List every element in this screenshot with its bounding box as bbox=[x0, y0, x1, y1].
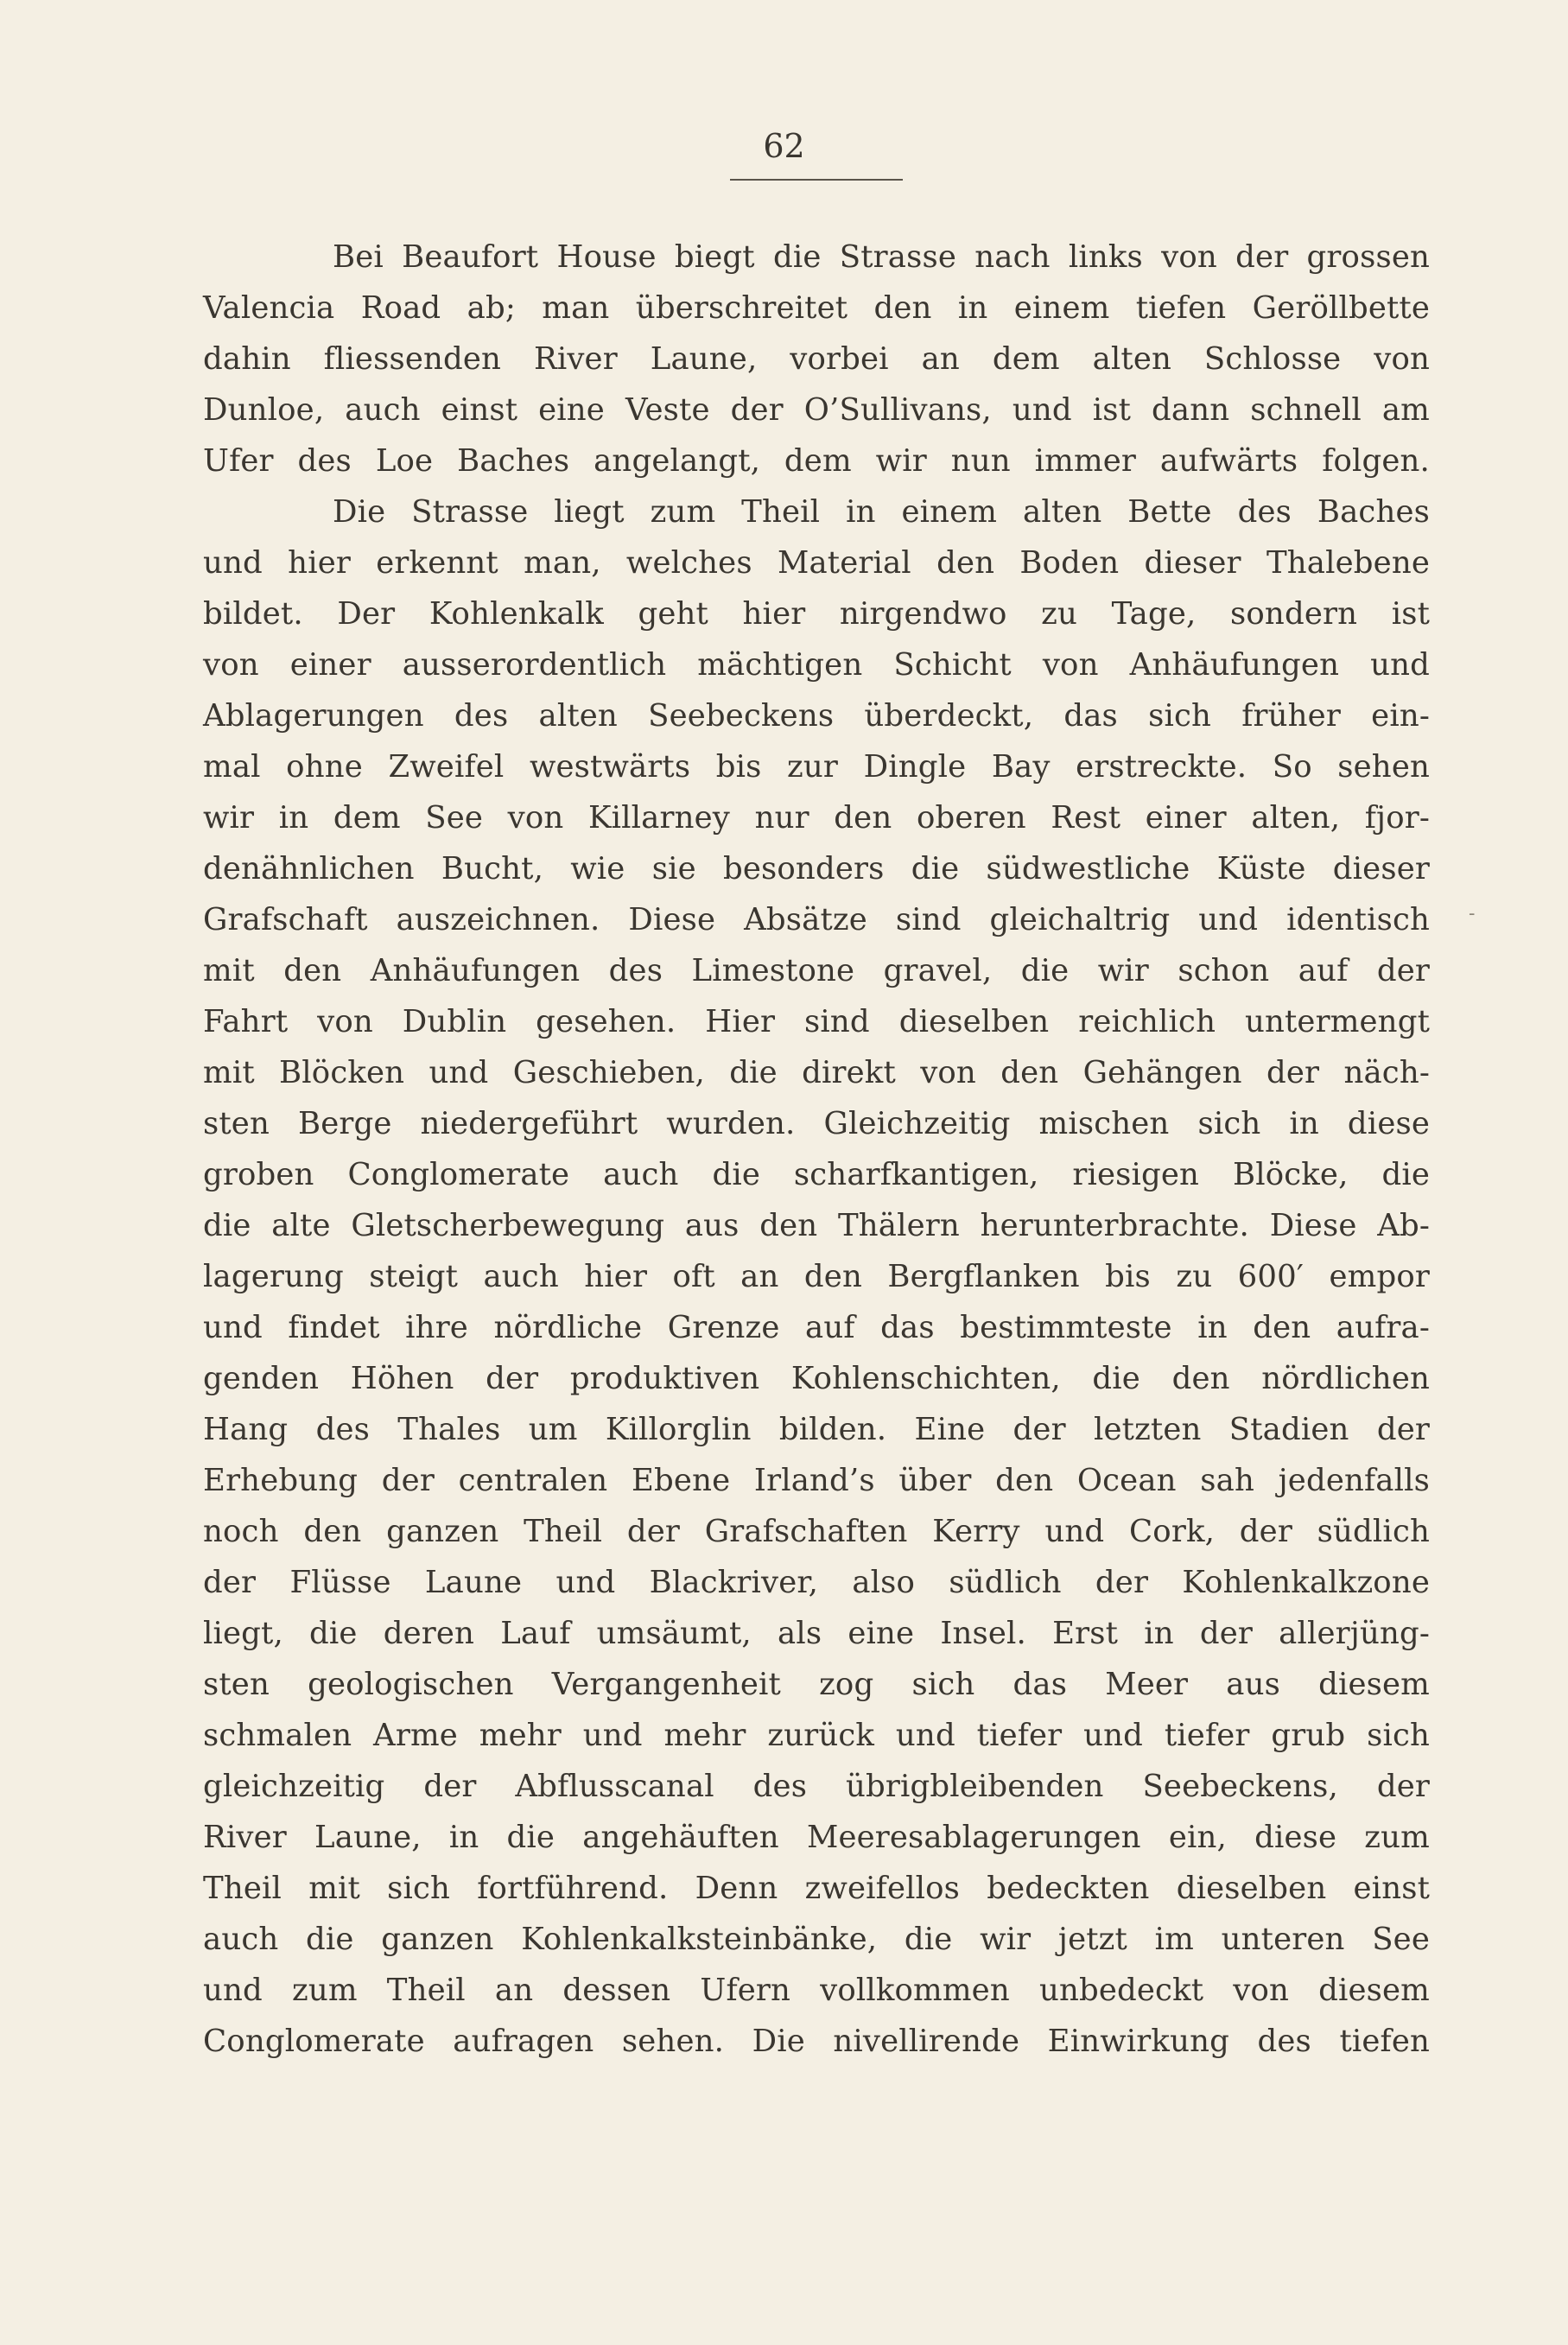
text-line: Hang des Thales um Killorglin bilden. Eine der letzten Stadien der bbox=[203, 1412, 1430, 1447]
text-line: schmalen Arme mehr und mehr zurück und tiefer und tiefer grub sich bbox=[203, 1718, 1430, 1753]
page-number-text: 62 bbox=[763, 127, 805, 165]
text-line: groben Conglomerate auch die scharfkantigen, riesigen Blöcke, die bbox=[203, 1157, 1430, 1192]
page-number bbox=[0, 127, 1568, 165]
text-line: und zum Theil an dessen Ufern vollkommen unbedeckt von diesem bbox=[203, 1973, 1430, 2008]
text-line: Conglomerate aufragen sehen. Die nivellirende Einwirkung des tiefen bbox=[203, 2024, 1430, 2059]
text-line: noch den ganzen Theil der Grafschaften Kerry und Cork, der südlich bbox=[203, 1514, 1430, 1549]
text-line: der Flüsse Laune und Blackriver, also südlich der Kohlenkalkzone bbox=[203, 1565, 1430, 1600]
text-line: lagerung steigt auch hier oft an den Bergflanken bis zu 600′ empor bbox=[203, 1259, 1430, 1294]
margin-mark: - bbox=[1469, 903, 1476, 925]
text-line: Valencia Road ab; man überschreitet den in einem tiefen Geröllbette bbox=[203, 290, 1430, 326]
text-line: bildet. Der Kohlenkalk geht hier nirgendwo zu Tage, sondern ist bbox=[203, 596, 1430, 632]
text-line: auch die ganzen Kohlenkalksteinbänke, die wir jetzt im unteren See bbox=[203, 1922, 1430, 1957]
text-line: Bei Beaufort House biegt die Strasse nach links von der grossen bbox=[333, 239, 1430, 275]
text-line: von einer ausserordentlich mächtigen Schicht von Anhäufungen und bbox=[203, 647, 1430, 683]
header-rule bbox=[730, 179, 903, 181]
text-line: und findet ihre nördliche Grenze auf das bestimmteste in den aufra- bbox=[203, 1310, 1430, 1345]
text-line: Fahrt von Dublin gesehen. Hier sind dieselben reichlich untermengt bbox=[203, 1004, 1430, 1039]
body-text bbox=[203, 232, 1430, 2067]
text-line: Die Strasse liegt zum Theil in einem alten Bette des Baches bbox=[333, 494, 1430, 530]
text-line: denähnlichen Bucht, wie sie besonders die südwestliche Küste dieser bbox=[203, 851, 1430, 887]
text-line: Grafschaft auszeichnen. Diese Absätze sind gleichaltrig und identisch bbox=[203, 902, 1430, 937]
text-line: und hier erkennt man, welches Material den Boden dieser Thalebene bbox=[203, 545, 1430, 581]
text-line: Theil mit sich fortführend. Denn zweifellos bedeckten dieselben einst bbox=[203, 1871, 1430, 1906]
text-line: dahin fliessenden River Laune, vorbei an dem alten Schlosse von bbox=[203, 341, 1430, 377]
text-line: mit Blöcken und Geschieben, die direkt von den Gehängen der näch- bbox=[203, 1055, 1430, 1090]
text-line: mal ohne Zweifel westwärts bis zur Dingle Bay erstreckte. So sehen bbox=[203, 749, 1430, 785]
text-line: die alte Gletscherbewegung aus den Thälern herunterbrachte. Diese Ab- bbox=[203, 1208, 1430, 1243]
text-line: Ablagerungen des alten Seebeckens überdeckt, das sich früher ein- bbox=[203, 698, 1430, 734]
text-line: wir in dem See von Killarney nur den oberen Rest einer alten, fjor- bbox=[203, 800, 1430, 836]
text-line: sten Berge niedergeführt wurden. Gleichzeitig mischen sich in diese bbox=[203, 1106, 1430, 1141]
text-line: River Laune, in die angehäuften Meeresablagerungen ein, diese zum bbox=[203, 1820, 1430, 1855]
text-line: Dunloe, auch einst eine Veste der O’Sullivans, und ist dann schnell am bbox=[203, 392, 1430, 428]
text-line: Erhebung der centralen Ebene Irland’s über den Ocean sah jedenfalls bbox=[203, 1463, 1430, 1498]
text-line: liegt, die deren Lauf umsäumt, als eine Insel. Erst in der allerjüng- bbox=[203, 1616, 1430, 1651]
text-line: mit den Anhäufungen des Limestone gravel, die wir schon auf der bbox=[203, 953, 1430, 988]
text-line: genden Höhen der produktiven Kohlenschichten, die den nördlichen bbox=[203, 1361, 1430, 1396]
text-line: sten geologischen Vergangenheit zog sich das Meer aus diesem bbox=[203, 1667, 1430, 1702]
text-line: gleichzeitig der Abflusscanal des übrigbleibenden Seebeckens, der bbox=[203, 1769, 1430, 1804]
text-line: Ufer des Loe Baches angelangt, dem wir nun immer aufwärts folgen. bbox=[203, 443, 1430, 479]
